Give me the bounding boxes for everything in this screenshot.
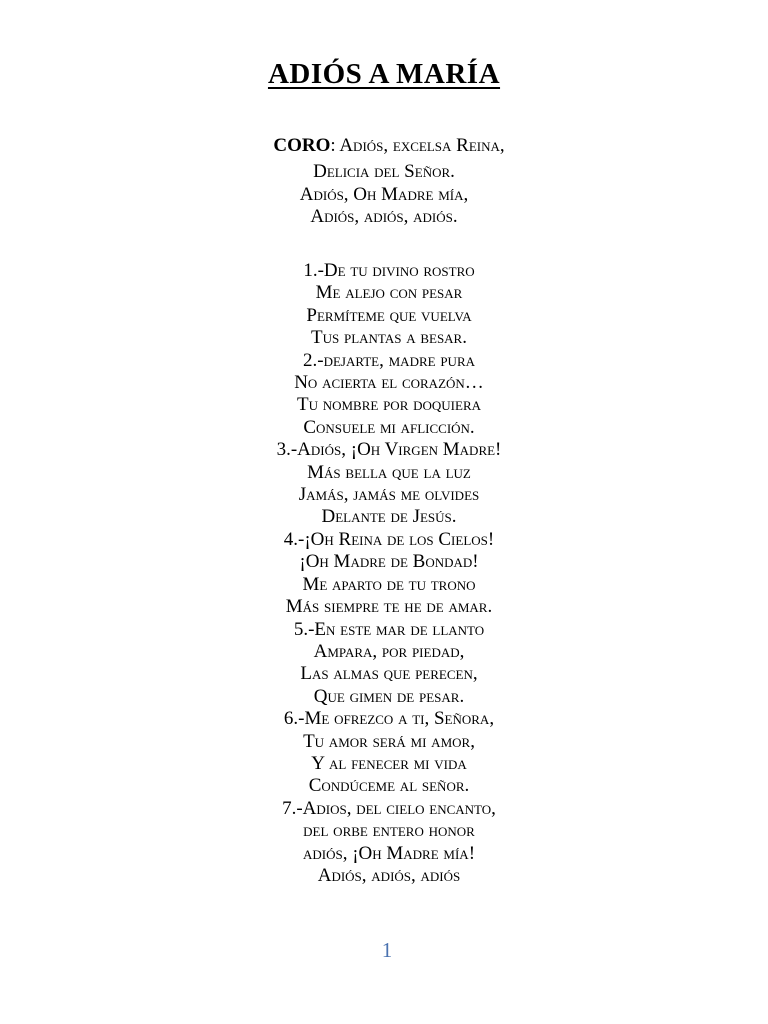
verse-line: 7.-Adios, del cielo encanto, — [282, 797, 496, 819]
verse-line: Ampara, por piedad, — [313, 640, 465, 662]
verse-line: Delante de Jesús. — [321, 506, 457, 528]
verses-block — [0, 260, 768, 887]
verse-line: del orbe entero honor — [303, 820, 475, 842]
song-title: ADIÓS A MARÍA — [267, 58, 501, 90]
verse-line: Y al fenecer mi vida — [311, 752, 467, 774]
verse-line: 1.-De tu divino rostro — [303, 260, 475, 281]
verse-line: ¡Oh Madre de Bondad! — [299, 551, 479, 573]
verse-line: Condúceme al señor. — [308, 775, 470, 797]
chorus-label: CORO — [273, 135, 331, 156]
verse-line: Me alejo con pesar — [315, 282, 463, 304]
chorus-line: Adiós, adiós, adiós. — [310, 206, 458, 227]
verse-line: Permíteme que vuelva — [306, 304, 472, 326]
chorus-block — [0, 161, 768, 229]
page-number: 1 — [381, 938, 393, 962]
verse-line: Más bella que la luz — [307, 461, 471, 483]
verse-line: Que gimen de pesar. — [313, 685, 465, 707]
verse-line: 4.-¡Oh Reina de los Cielos! — [283, 528, 495, 550]
chorus-line: Adiós, Oh Madre mía, — [299, 183, 469, 205]
verse-line: 3.-Adiós, ¡Oh Virgen Madre! — [276, 439, 502, 461]
verse-line: Tu amor será mi amor, — [303, 730, 475, 752]
verse-line: 5.-En este mar de llanto — [293, 618, 485, 640]
verse-line: Tus plantas a besar. — [311, 327, 467, 349]
chorus-first-line-text: : Adiós, excelsa Reina, — [330, 135, 505, 156]
verse-line: Más siempre te he de amar. — [285, 596, 493, 618]
verse-line: Las almas que perecen, — [300, 663, 478, 685]
chorus-first-line — [0, 133, 768, 159]
verse-line: 2.-dejarte, madre pura — [303, 349, 475, 371]
verse-line: Jamás, jamás me olvides — [298, 484, 480, 506]
verse-line: Consuele mi aflicción. — [303, 416, 475, 438]
verse-line: Adiós, adiós, adiós — [317, 864, 461, 886]
verse-line: No acierta el corazón… — [294, 372, 484, 394]
chorus-line: Delicia del Señor. — [313, 161, 455, 182]
verse-line: 6.-Me ofrezco a ti, Señora, — [283, 708, 495, 730]
verse-line: Tu nombre por doquiera — [296, 394, 482, 416]
verse-line: Me aparto de tu trono — [302, 573, 476, 595]
verse-line: adiós, ¡Oh Madre mía! — [302, 842, 476, 864]
